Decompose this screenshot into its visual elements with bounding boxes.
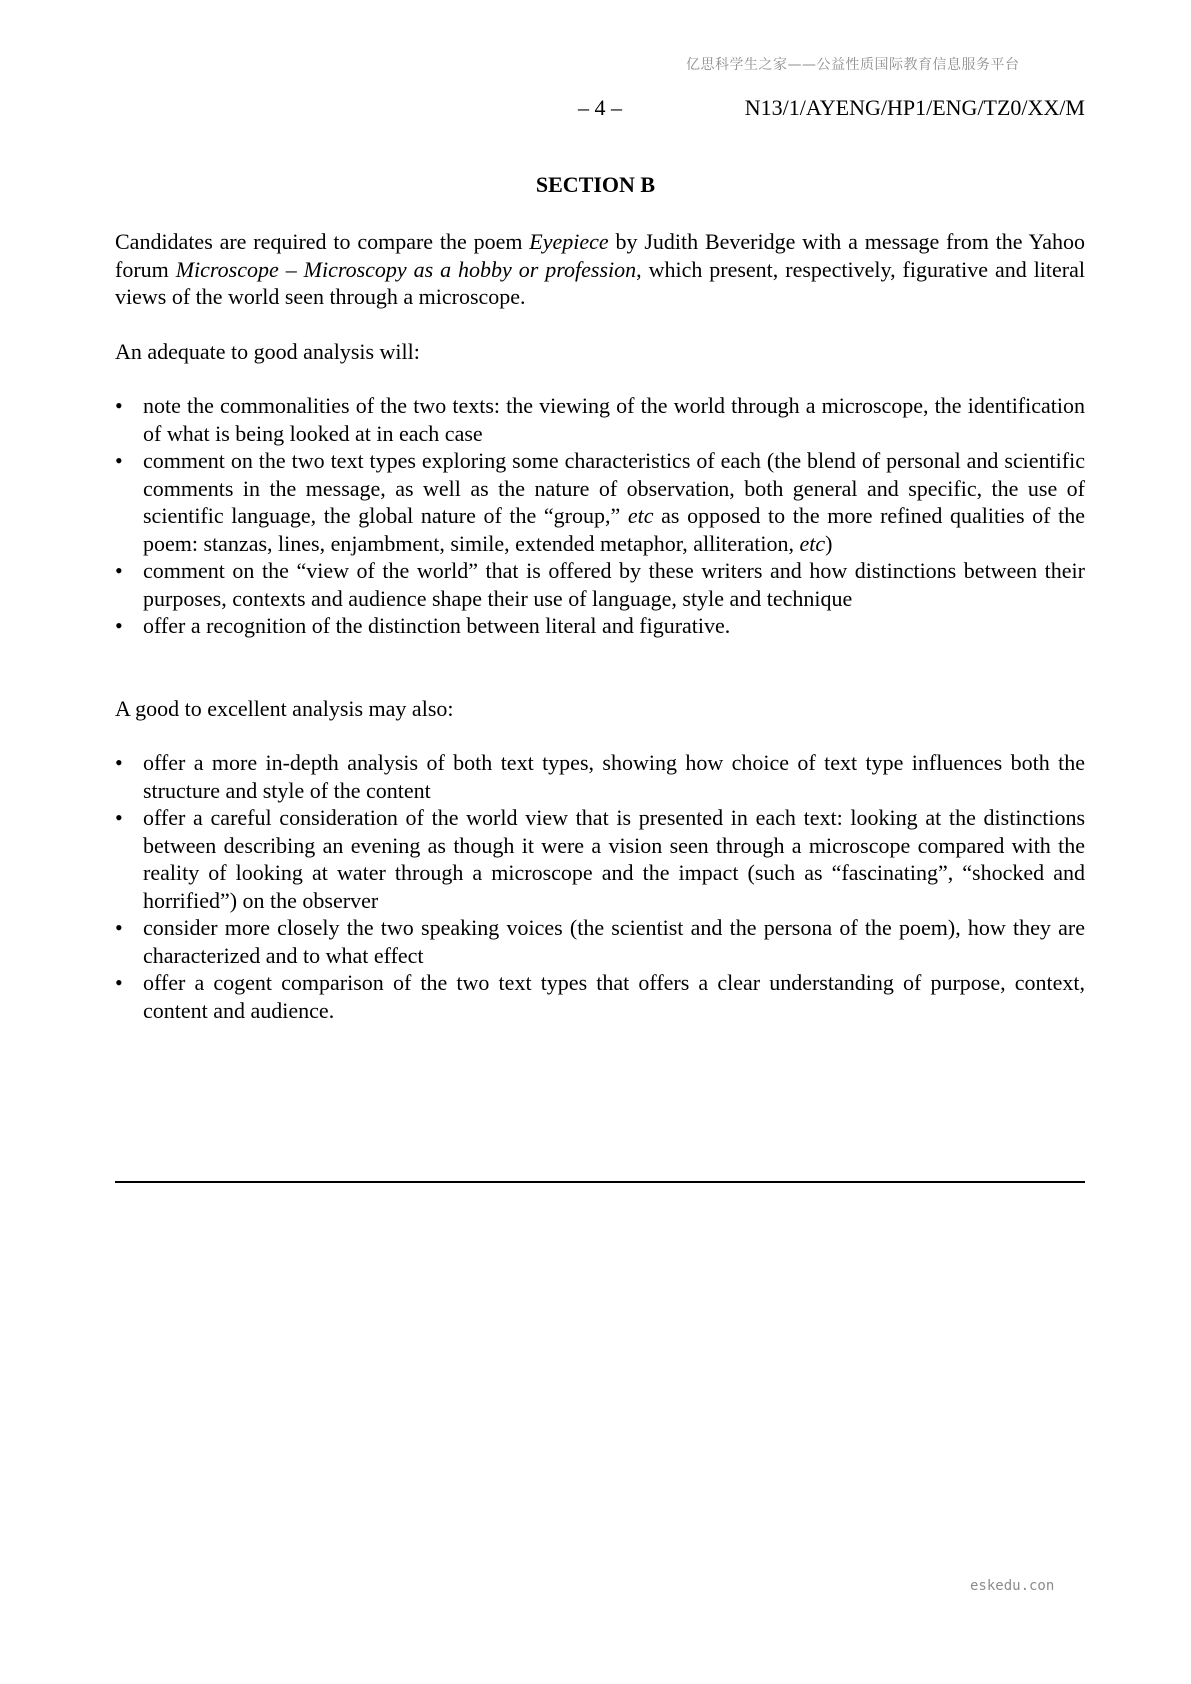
adequate-list: [115, 392, 1085, 640]
list-item: [115, 749, 1085, 804]
list-item-text: ): [825, 530, 833, 556]
list-item: [115, 969, 1085, 1024]
list-item: [115, 804, 1085, 914]
watermark-bottom: eskedu.con: [970, 1578, 1055, 1594]
excellent-list: [115, 749, 1085, 1024]
list-item: [115, 447, 1085, 557]
forum-title: Microscope – Microscopy as a hobby or profession: [175, 256, 637, 282]
excellent-lead: A good to excellent analysis may also:: [115, 695, 454, 721]
bullet-icon: •: [115, 448, 123, 473]
list-item-text: offer a cogent comparison of the two text types that offers a clear understanding of purpose, context, content and audience.: [143, 970, 1085, 1023]
markscheme-content: [115, 228, 1085, 1024]
section-title: SECTION B: [535, 172, 656, 197]
list-item-text: offer a more in-depth analysis of both text types, showing how choice of text type influences both the structure and style of the content: [143, 750, 1085, 803]
list-item: [115, 914, 1085, 969]
end-rule: [115, 1181, 1085, 1183]
bullet-icon: •: [115, 613, 123, 638]
list-item-text: offer a careful consideration of the world view that is presented in each text: looking at the distinctions between describing an evening as though it were a vision seen through a microscope compared with the reality of looking at water through a microscope and the impact (such as “fascinating”, “shocked and horrified”) on the observer: [143, 805, 1085, 913]
bullet-icon: •: [115, 915, 123, 940]
bullet-icon: •: [115, 558, 123, 583]
intro-text-2: by Judith Beveridge with a message from the Yahoo forum: [115, 229, 1085, 282]
bullet-icon: •: [115, 393, 123, 418]
intro-text-3: , which present, respectively, figurative and literal views of the world seen through a microscope.: [115, 256, 1085, 309]
bullet-icon: •: [115, 750, 123, 775]
page-number: – 4 –: [578, 95, 622, 120]
list-item-text: consider more closely the two speaking voices (the scientist and the persona of the poem), how they are characterized and to what effect: [143, 915, 1085, 968]
list-item-text: comment on the two text types exploring some characteristics of each (the blend of personal and scientific comments in the message, as well as the nature of observation, both general and specific, the use of scientific language, the global nature of the “group,”: [143, 448, 1085, 528]
list-item-text: as opposed to the more refined qualities of the poem: stanzas, lines, enjambment, simile, extended metaphor, alliteration,: [143, 503, 1085, 556]
bullet-icon: •: [115, 970, 123, 995]
list-item-text: offer a recognition of the distinction between literal and figurative.: [143, 613, 731, 638]
etc-italic: etc: [799, 530, 826, 556]
intro-paragraph: [115, 228, 1085, 311]
list-item-text: note the commonalities of the two texts: the viewing of the world through a microscope, the identification of what is being looked at in each case: [143, 393, 1085, 446]
list-item-text: comment on the “view of the world” that is offered by these writers and how distinctions between their purposes, contexts and audience shape their use of language, style and technique: [143, 558, 1085, 611]
watermark-top: 亿思科学生之家——公益性质国际教育信息服务平台: [686, 57, 1020, 73]
adequate-lead: An adequate to good analysis will:: [115, 338, 420, 364]
document-code: N13/1/AYENG/HP1/ENG/TZ0/XX/M: [744, 95, 1085, 120]
etc-italic: etc: [627, 503, 654, 528]
intro-text-1: Candidates are required to compare the poem: [115, 229, 530, 254]
list-item: [115, 557, 1085, 612]
list-item: [115, 612, 1085, 640]
list-item: [115, 392, 1085, 447]
page-header: [0, 95, 1191, 125]
poem-title: Eyepiece: [529, 229, 609, 254]
bullet-icon: •: [115, 805, 123, 830]
